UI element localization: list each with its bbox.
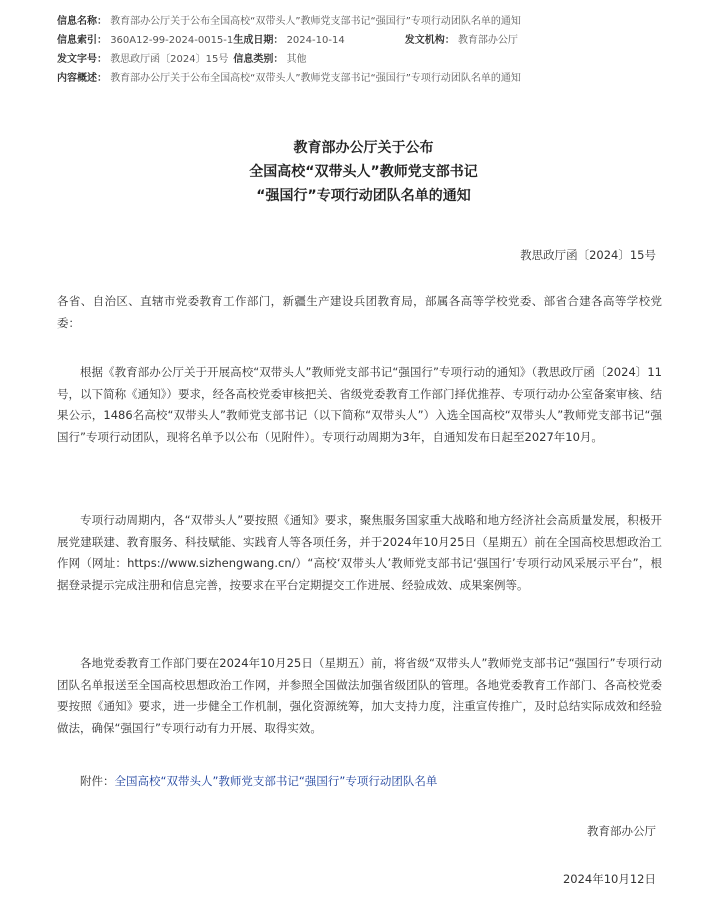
- meta-org-value: 教育部办公厅: [457, 35, 518, 46]
- paragraph-2: 专项行动周期内，各“双带头人”要按照《通知》要求，聚焦服务国家重大战略和地方经济社会高质量发展，积极开展党建联建、教育服务、科技赋能、实践育人等各项任务，并于2024年10月25日（星期五）前在全国高校思想政治工作网（网址：https://www.sizhengwang.cn/）“高校‘双带头人’教师党支部书记‘强国行’专项行动风采展示平台”，根据登录提示完成注册和信息完善，按要求在平台定期提交工作进展、经验成效、成果案例等。: [57, 513, 662, 592]
- meta-name-label: 信息名称：: [57, 16, 107, 27]
- meta-date-label: 生成日期：: [233, 35, 284, 46]
- meta-row-summary: [57, 69, 707, 88]
- attachment-line: [80, 773, 437, 789]
- attachment-link[interactable]: 全国高校“双带头人”教师党支部书记“强国行”专项行动团队名单: [114, 774, 438, 788]
- meta-summary-label: 内容概述：: [57, 73, 107, 84]
- meta-docno-label: 发文字号：: [57, 54, 107, 65]
- meta-row-docno: [57, 50, 707, 69]
- meta-org-label: 发文机构：: [404, 35, 455, 46]
- salutation: 各省、自治区、直辖市党委教育工作部门，新疆生产建设兵团教育局，部属各高等学校党委、部省合建各高等学校党委：: [57, 294, 662, 330]
- signature-date: 2024年10月12日: [562, 872, 656, 886]
- signature-org: 教育部办公厅: [587, 824, 656, 838]
- document-number: 教思政厅函〔2024〕15号: [520, 248, 656, 262]
- meta-docno-value: 教思政厅函〔2024〕15号: [110, 54, 229, 65]
- meta-name-value: 教育部办公厅关于公布全国高校“双带头人”教师党支部书记“强国行”专项行动团队名单的通知: [110, 16, 521, 27]
- meta-date-value: 2024-10-14: [286, 35, 345, 46]
- meta-index-value: 360A12-99-2024-0015-1: [110, 35, 234, 46]
- meta-category-value: 其他: [286, 54, 307, 65]
- title-line-3: “强国行”专项行动团队名单的通知: [256, 188, 471, 204]
- meta-index-label: 信息索引：: [57, 35, 107, 46]
- meta-summary-value: 教育部办公厅关于公布全国高校“双带头人”教师党支部书记“强国行”专项行动团队名单的通知: [110, 73, 521, 84]
- title-line-2: 全国高校“双带头人”教师党支部书记: [249, 164, 478, 180]
- attachment-label: 附件：: [80, 774, 115, 788]
- meta-row-index: [57, 31, 707, 50]
- title-line-1: 教育部办公厅关于公布: [293, 140, 434, 156]
- document-title: [0, 136, 727, 208]
- meta-row-name: [57, 12, 707, 31]
- meta-category-label: 信息类别：: [233, 54, 284, 65]
- paragraph-3: 各地党委教育工作部门要在2024年10月25日（星期五）前，将省级“双带头人”教师党支部书记“强国行”专项行动团队名单报送至全国高校思想政治工作网，并参照全国做法加强省级团队的管理。各地党委教育工作部门、各高校党委要按照《通知》要求，进一步健全工作机制，强化资源统筹，加大支持力度，注重宣传推广，及时总结实际成效和经验做法，确保“强国行”专项行动有力开展、取得实效。: [57, 656, 662, 735]
- paragraph-1: 根据《教育部办公厅关于开展高校“双带头人”教师党支部书记“强国行”专项行动的通知》（教思政厅函〔2024〕11号，以下简称《通知》）要求，经各高校党委审核把关、省级党委教育工作部门择优推荐、专项行动办公室备案审核、结果公示，1486名高校“双带头人”教师党支部书记（以下简称“双带头人”）入选全国高校“双带头人”教师党支部书记“强国行”专项行动团队，现将名单予以公布（见附件）。专项行动周期为3年，自通知发布日起至2027年10月。: [57, 365, 662, 444]
- info-meta-block: [57, 12, 707, 88]
